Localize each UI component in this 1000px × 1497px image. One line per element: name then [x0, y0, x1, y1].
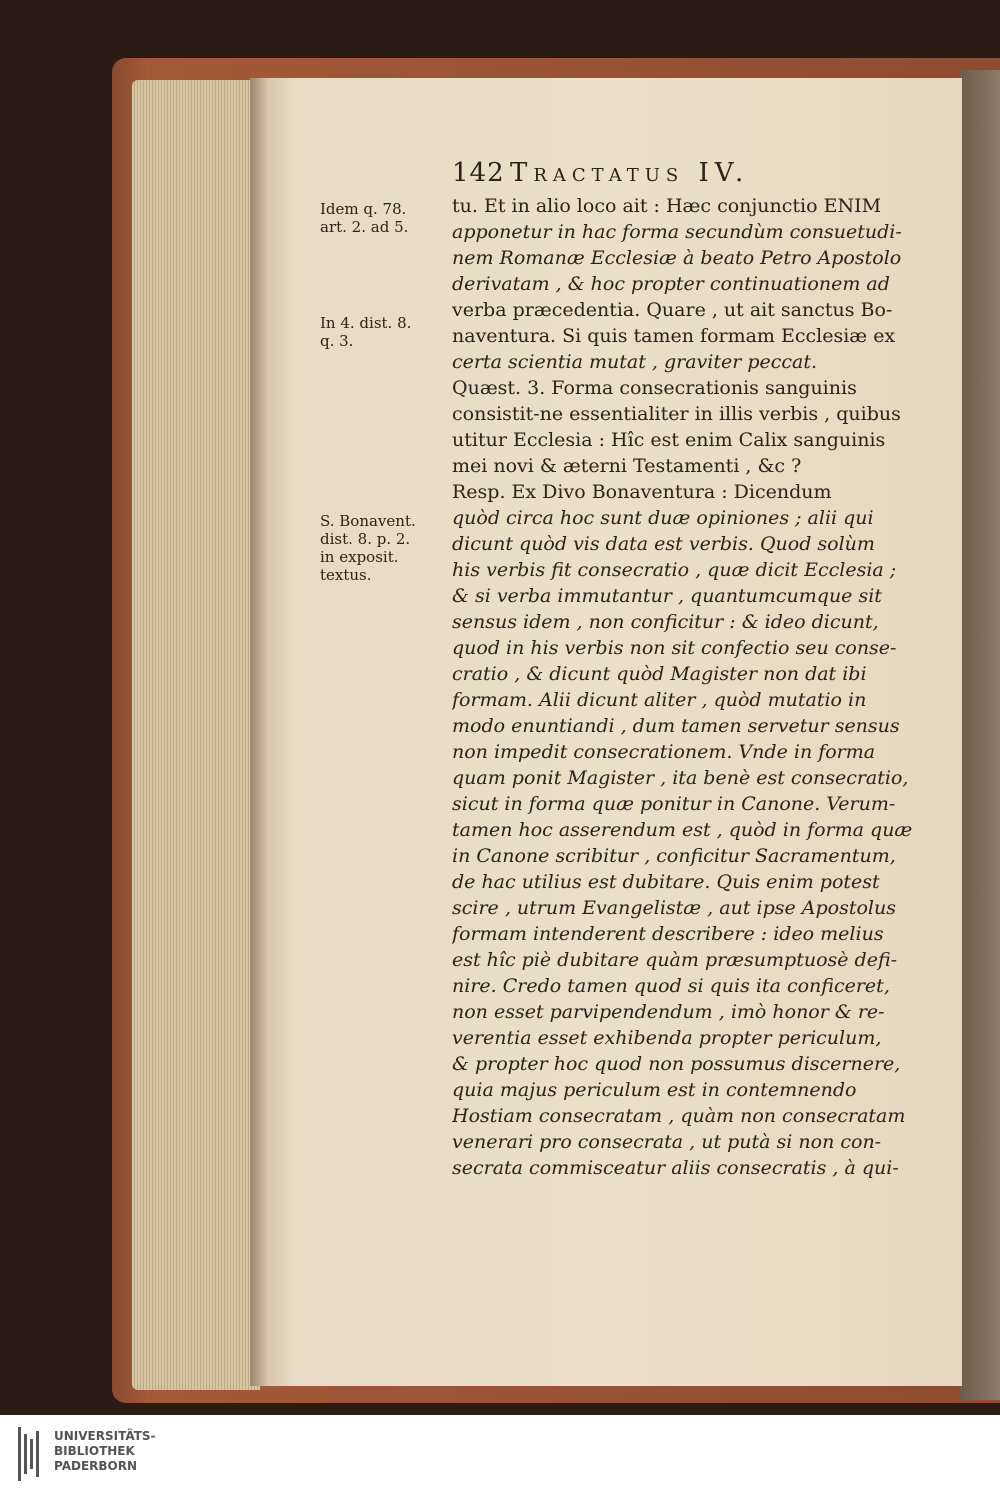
body-line: cratio , & dicunt quòd Magister non dat ibi [452, 663, 867, 685]
body-line: dicunt quòd vis data est verbis. Quod solùm [452, 533, 875, 555]
body-line: apponetur in hac forma secundùm consuetudi- [452, 221, 902, 243]
running-title: Tractatus IV. [510, 158, 750, 188]
body-line: certa scientia mutat , graviter peccat. [452, 351, 818, 373]
body-line: formam. Alii dicunt aliter , quòd mutatio in [452, 689, 867, 711]
body-line: venerari pro consecrata , ut putà si non con- [452, 1131, 882, 1153]
body-line: scire , utrum Evangelistæ , aut ipse Apostolus [452, 897, 896, 919]
library-name [54, 1429, 156, 1474]
body-line: non impedit consecrationem. Vnde in forma [452, 741, 876, 763]
body-line: quia majus periculum est in contemnendo [452, 1079, 857, 1101]
body-line: utitur Ecclesia : Hîc est enim Calix sanguinis [452, 429, 886, 451]
body-line: formam intenderent describere : ideo melius [452, 923, 884, 945]
page-number: 142 [452, 158, 505, 188]
body-line: in Canone scribitur , conficitur Sacramentum, [452, 845, 896, 867]
body-line: Hostiam consecratam , quàm non consecratam [452, 1105, 906, 1127]
body-line: est hîc piè dubitare quàm præsumptuosè defi- [452, 949, 898, 971]
margin-note-line: q. 3. [320, 332, 354, 350]
body-line: de hac utilius est dubitare. Quis enim potest [452, 871, 880, 893]
body-line: verba præcedentia. Quare , ut ait sanctus Bo- [452, 299, 893, 321]
body-line: & propter hoc quod non possumus discernere, [452, 1053, 901, 1075]
body-line: sensus idem , non conficitur : & ideo dicunt, [452, 611, 879, 633]
page-edges [132, 80, 260, 1390]
margin-note-line: in exposit. [320, 548, 399, 566]
page-gutter-shadow [250, 78, 268, 1386]
margin-note-line: art. 2. ad 5. [320, 218, 409, 236]
margin-note [320, 314, 450, 350]
margin-note-line: In 4. dist. 8. [320, 314, 412, 332]
running-header [452, 158, 932, 194]
library-name-line: PADERBORN [54, 1459, 138, 1473]
body-line: naventura. Si quis tamen formam Ecclesiæ ex [452, 325, 896, 347]
library-name-line: UNIVERSITÄTS- [54, 1429, 156, 1443]
body-line: tu. Et in alio loco ait : Hæc conjunctio ENIM [452, 195, 882, 217]
body-line: quòd circa hoc sunt duæ opiniones ; alii qui [452, 507, 874, 529]
library-logo-icon [18, 1427, 40, 1481]
library-footer [0, 1415, 1000, 1497]
body-line: Quæst. 3. Forma consecrationis sanguinis [452, 377, 857, 399]
body-line: secrata commisceatur aliis consecratis , à qui- [452, 1157, 899, 1179]
library-name-line: BIBLIOTHEK [54, 1444, 135, 1458]
book-cover-right [960, 70, 1000, 1400]
body-line: tamen hoc asserendum est , quòd in forma quæ [452, 819, 913, 841]
body-line: & si verba immutantur , quantumcumque sit [452, 585, 882, 607]
body-line: quam ponit Magister , ita benè est consecratio, [452, 767, 909, 789]
margin-note [320, 512, 450, 584]
body-line: consistit-ne essentialiter in illis verbis , quibus [452, 403, 901, 425]
body-line: derivatam , & hoc propter continuationem ad [452, 273, 890, 295]
body-line: quod in his verbis non sit confectio seu conse- [452, 637, 897, 659]
body-line: sicut in forma quæ ponitur in Canone. Verum- [452, 793, 896, 815]
body-line: verentia esset exhibenda propter periculum, [452, 1027, 882, 1049]
margin-note-line: dist. 8. p. 2. [320, 530, 411, 548]
body-line: modo enuntiandi , dum tamen servetur sensus [452, 715, 900, 737]
body-line: non esset parvipendendum , imò honor & re- [452, 1001, 885, 1023]
margin-note-line: Idem q. 78. [320, 200, 407, 218]
margin-note [320, 200, 450, 236]
margin-note-line: textus. [320, 566, 372, 584]
body-line: nire. Credo tamen quod si quis ita conficeret, [452, 975, 890, 997]
body-line: mei novi & æterni Testamenti , &c ? [452, 455, 802, 477]
body-line: nem Romanæ Ecclesiæ à beato Petro Apostolo [452, 247, 902, 269]
margin-note-line: S. Bonavent. [320, 512, 416, 530]
body-line: Resp. Ex Divo Bonaventura : Dicendum [452, 481, 832, 503]
body-line: his verbis fit consecratio , quæ dicit Ecclesia ; [452, 559, 897, 581]
